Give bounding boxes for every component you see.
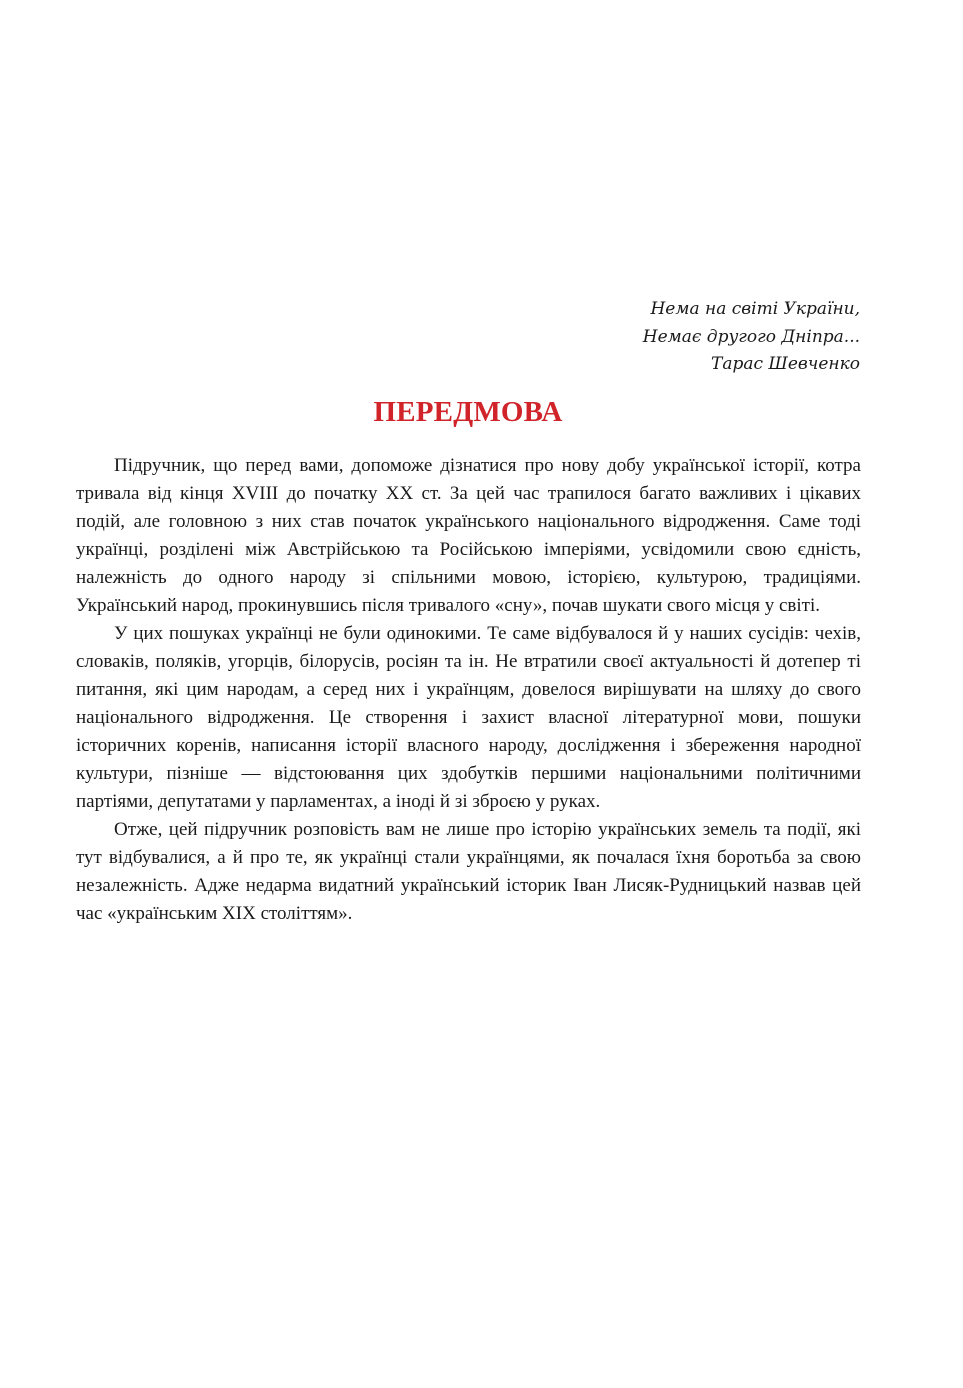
epigraph-line-2: Немає другого Дніпра...	[642, 326, 860, 347]
preface-body	[76, 452, 861, 928]
page-title: ПЕРЕДМОВА	[373, 396, 563, 428]
epigraph-author: Тарас Шевченко	[711, 354, 860, 374]
epigraph	[643, 296, 860, 379]
paragraph-2: У цих пошуках українці не були одинокими. Те саме відбувалося й у наших сусідів: чехів, словаків, поляків, угорців, білорусів, росіян та ін. Не втратили своєї актуальності й дотепер ті питання, які цим народам, а серед них і українцям, довелося вирішувати на шляху до свого національного відродження. Це створення і захист власної літературної мови, пошуки історичних коренів, написання історії власного народу, дослідження і збереження народної культури, пізніше — відстоювання цих здобутків першими національними політичними партіями, депутатами у парламентах, а іноді й зі зброєю у руках.	[76, 623, 861, 812]
paragraph-1: Підручник, що перед вами, допоможе дізнатися про нову добу української історії, котра тривала від кінця XVIII до початку XX ст. За цей час трапилося багато важливих і цікавих подій, але головною з них став початок українського національного відродження. Саме тоді українці, розділені між Австрійською та Російською імперіями, усвідомили свою єдність, належність до одного народу зі спільними мовою, історією, культурою, традиціями. Український народ, прокинувшись після тривалого «сну», почав шукати свого місця у світі.	[76, 455, 861, 616]
epigraph-line-1: Нема на світі України,	[650, 299, 860, 319]
paragraph-3: Отже, цей підручник розповість вам не лише про історію українських земель та події, які тут відбувалися, а й про те, як українці стали українцями, як почалася їхня боротьба за свою незалежність. Адже недарма видатний український історик Іван Лисяк-Рудницький назвав цей час «українським XIX століттям».	[76, 819, 861, 924]
